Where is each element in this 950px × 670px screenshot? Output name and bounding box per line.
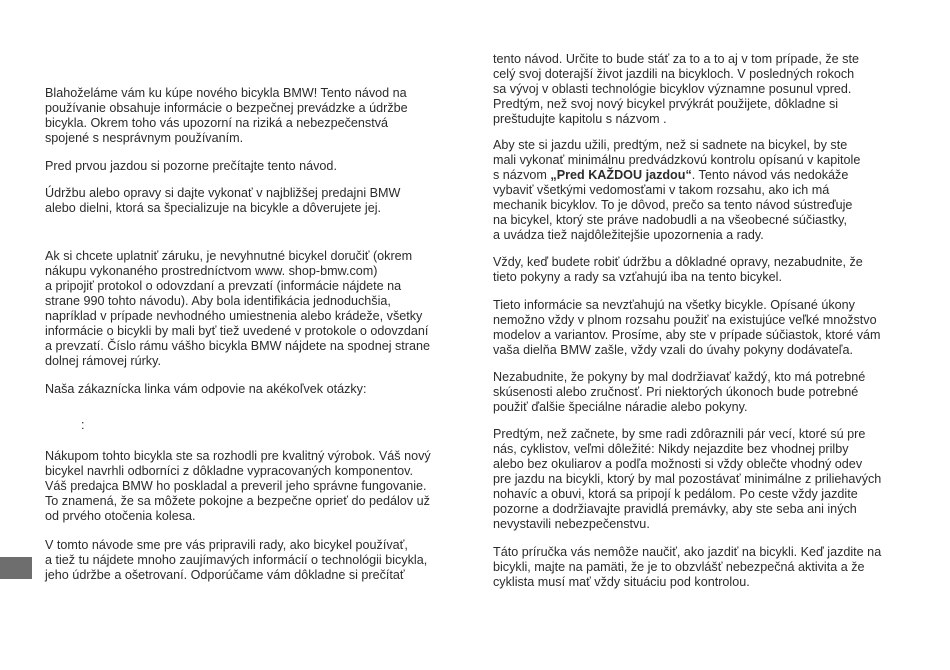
pre-ride-text-start: Aby ste si jazdu užili, predtým, než si sadnete na bicykel, by ste mali vykonať minimálnu predvádzkovú kontrolu opísanú v kapitole s názvom <box>493 138 861 182</box>
advice-paragraph: V tomto návode sme pre vás pripravili rady, ako bicykel používať, a tiež tu nájdete mnoho zaujímavých informácií o technológii bicykla, jeho údržbe a ošetrovaní. Odporúčame vám dôkladne si prečítať <box>45 538 428 582</box>
left-column <box>45 86 465 583</box>
quality-paragraph: Nákupom tohto bicykla ste sa rozhodli pre kvalitný výrobok. Váš nový bicykel navrhli odborníci z dôkladne vypracovaných komponentov. Váš predajca BMW ho poskladal a preveril jeho správne fungovanie. To znamená, že sa môžete pokojne a bezpečne oprieť do pedálov už od prvého otočenia kolesa. <box>45 449 431 523</box>
warranty-paragraph: Ak si chcete uplatniť záruku, je nevyhnutné bicykel doručiť (okrem nákupu vykonaného prostredníctvom www. shop-bmw.com) a pripojiť protokol o odovzdaní a prevzatí (informácie nájdete na strane 990 tohto návodu). Aby bola identifikácia jednoduchšia, napríklad v prípade nevhodného umiestnenia alebo krádeže, všetky informácie o bicykli by mali byť tiež uvedené v protokole o odovzdaní a prevzatí. Číslo rámu vášho bicykla BMW nájdete na spodnej strane dolnej rámovej rúrky. <box>45 249 430 368</box>
scope-paragraph: Tieto informácie sa nevzťahujú na všetky bicykle. Opísané úkony nemožno vždy v plnom rozsahu použiť na existujúce veľké množstvo modelov a variantov. Prosíme, aby ste v prípade súčiastok, ktoré vám vaša dielňa BMW zašle, vždy vzali do úvahy pokyny dodávateľa. <box>493 298 881 357</box>
read-manual-paragraph: Pred prvou jazdou si pozorne prečítajte tento návod. <box>45 159 337 173</box>
customer-line-paragraph: Naša zákaznícka linka vám odpovie na akékoľvek otázky: <box>45 382 367 396</box>
continue-paragraph: tento návod. Určite to bude stáť za to a to aj v tom prípade, že ste celý svoj doterajší život jazdili na bicykloch. V posledných rokoch sa vývoj v oblasti technológie bicyklov významne posunul vpred. Predtým, než svoj nový bicykel prvýkrát použijete, dôkladne si preštudujte kapitolu s názvom . <box>493 52 859 126</box>
page-edge-tab <box>0 557 32 579</box>
safety-gear-paragraph: Predtým, než začnete, by sme radi zdôraznili pár vecí, ktoré sú pre nás, cyklistov, veľmi dôležité: Nikdy nejazdite bez vhodnej prilby alebo bez okuliarov a podľa možnosti si vždy oblečte vhodný odev pre jazdu na bicykli, ktorý by mal pozostávať minimálne z priliehavých nohavíc a obuvi, ktorá sa pripojí k pedálom. Po ceste vždy jazdite pozorne a dodržiavajte pravidlá premávky, aby ste seba ani iných nevystavili nebezpečenstvu. <box>493 427 882 531</box>
pre-ride-text-end: . Tento návod vás nedokáže vybaviť všetkými vedomosťami v takom rozsahu, ako ich má mechanik bicyklov. To je dôvod, prečo sa tento návod sústreďuje na bicykel, ktorý ste práve nadobudli a na všeobecné súčiastky, a uvádza tiež najdôležitejšie upozornenia a rady. <box>493 168 853 242</box>
maintenance-note-paragraph: Vždy, keď budete robiť údržbu a dôkladné opravy, nezabudnite, že tieto pokyny a rady sa vzťahujú iba na tento bicykel. <box>493 255 863 284</box>
intro-paragraph: Blahoželáme vám ku kúpe nového bicykla BMW! Tento návod na používanie obsahuje informácie o bezpečnej prevádzke a údržbe bicykla. Okrem toho vás upozorní na riziká a nebezpečenstvá spojené s nesprávnym používaním. <box>45 86 408 145</box>
skills-paragraph: Nezabudnite, že pokyny by mal dodržiavať každý, kto má potrebné skúsenosti alebo zručnosť. Pri niektorých úkonoch bude potrebné použiť ďalšie špeciálne náradie alebo pokyny. <box>493 370 866 414</box>
contact-colon: : <box>81 418 85 432</box>
right-column <box>493 52 913 590</box>
maintenance-paragraph: Údržbu alebo opravy si dajte vykonať v najbližšej predajni BMW alebo dielni, ktorá sa špecializuje na bicykle a dôverujete jej. <box>45 186 401 215</box>
riding-warning-paragraph: Táto príručka vás nemôže naučiť, ako jazdiť na bicykli. Keď jazdite na bicykli, majte na pamäti, že je to obzvlášť nebezpečná aktivita a že cyklista musí mať vždy situáciu pod kontrolou. <box>493 545 882 589</box>
pre-ride-check-paragraph <box>493 138 913 243</box>
pre-ride-chapter-title: „Pred KAŽDOU jazdou“ <box>550 168 692 182</box>
